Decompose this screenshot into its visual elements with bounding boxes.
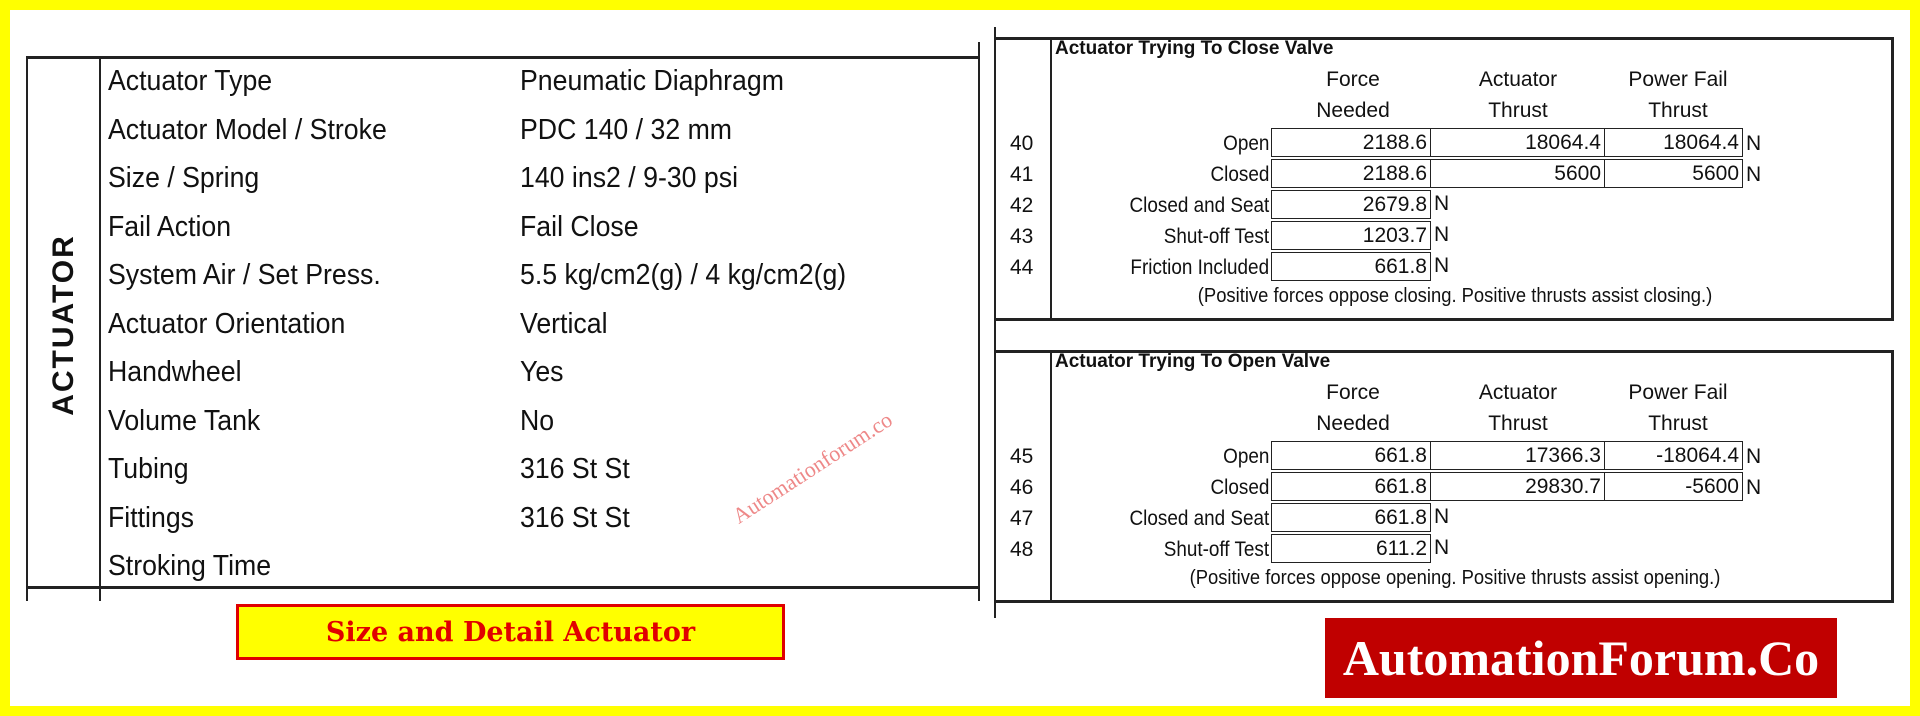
table-bottom-border (995, 318, 1893, 321)
row-number: 41 (1010, 163, 1034, 186)
row-label: Closed (1210, 163, 1269, 186)
column-divider (1050, 350, 1052, 600)
column-header: Thrust (1648, 412, 1708, 435)
caption-banner (236, 604, 785, 660)
table-right-border (978, 42, 980, 601)
row-number: 44 (1010, 256, 1034, 279)
force-needed-cell: 661.8 (1271, 503, 1431, 532)
actuator-thrust-cell: 18064.4 (1430, 128, 1605, 157)
spec-value: Vertical (520, 307, 608, 340)
row-number: 40 (1010, 132, 1034, 155)
unit-label: N (1746, 445, 1762, 468)
table-title: Actuator Trying To Close Valve (1055, 38, 1334, 59)
spec-label: Actuator Type (108, 65, 273, 97)
column-header: Actuator (1478, 68, 1558, 91)
column-divider (99, 56, 101, 601)
logo-text: AutomationForum.Co (1342, 630, 1820, 686)
table-title: Actuator Trying To Open Valve (1055, 351, 1331, 372)
spec-value: 140 ins2 / 9-30 psi (520, 162, 739, 194)
table-bottom-border (995, 600, 1893, 603)
spec-value: 316 St St (520, 453, 630, 485)
spec-label: Volume Tank (108, 404, 261, 437)
column-header: Power Fail (1628, 381, 1728, 404)
section-label: ACTUATOR (47, 234, 80, 416)
actuator-thrust-cell: 29830.7 (1430, 472, 1605, 501)
unit-label: N (1746, 476, 1762, 499)
power-fail-thrust-cell: -5600 (1604, 472, 1743, 501)
column-header: Thrust (1488, 99, 1548, 122)
column-header: Power Fail (1628, 68, 1728, 91)
force-needed-cell: 611.2 (1271, 534, 1431, 563)
spec-label: Tubing (108, 453, 189, 485)
force-needed-cell: 661.8 (1271, 441, 1431, 470)
force-needed-cell: 661.8 (1271, 252, 1431, 281)
power-fail-thrust-cell: 18064.4 (1604, 128, 1743, 157)
unit-label: N (1434, 505, 1450, 528)
row-label: Shut-off Test (1163, 538, 1269, 561)
row-label: Open (1222, 445, 1269, 468)
watermark: Automationforum.co (727, 406, 897, 529)
column-header: Force (1326, 381, 1380, 404)
force-needed-cell: 1203.7 (1271, 221, 1431, 250)
spec-value: No (520, 404, 555, 437)
spec-value: Fail Close (520, 210, 639, 243)
force-needed-cell: 2679.8 (1271, 190, 1431, 219)
row-label: Closed and Seat (1129, 507, 1269, 530)
spec-label: Handwheel (108, 356, 242, 388)
row-label: Closed (1210, 476, 1269, 499)
actuator-thrust-cell: 17366.3 (1430, 441, 1605, 470)
row-label: Closed and Seat (1129, 194, 1269, 217)
row-label: Open (1222, 132, 1269, 155)
row-number: 43 (1010, 225, 1034, 248)
table-top-border (27, 56, 980, 59)
unit-label: N (1434, 223, 1450, 246)
table-right-border (1891, 350, 1894, 603)
column-header: Force (1326, 68, 1380, 91)
column-header: Thrust (1648, 99, 1708, 122)
unit-label: N (1746, 163, 1762, 186)
spec-label: Size / Spring (108, 162, 260, 194)
spec-value: 316 St St (520, 501, 630, 534)
spec-label: Fail Action (108, 210, 232, 243)
force-needed-cell: 2188.6 (1271, 128, 1431, 157)
unit-label: N (1746, 132, 1762, 155)
actuator-thrust-cell: 5600 (1430, 159, 1605, 188)
row-number: 45 (1010, 445, 1034, 468)
spec-label: Actuator Model / Stroke (108, 113, 387, 146)
row-number: 46 (1010, 476, 1034, 499)
table-note: (Positive forces oppose closing. Positive thrusts assist closing.) (1197, 285, 1713, 307)
force-needed-cell: 2188.6 (1271, 159, 1431, 188)
row-number: 48 (1010, 538, 1034, 561)
spec-label: Stroking Time (108, 550, 272, 582)
column-header: Thrust (1488, 412, 1548, 435)
row-label: Friction Included (1130, 256, 1269, 279)
force-needed-cell: 661.8 (1271, 472, 1431, 501)
right-vertical-line (994, 27, 996, 618)
spec-value: PDC 140 / 32 mm (520, 113, 733, 146)
spec-value: Pneumatic Diaphragm (520, 65, 784, 97)
table-left-border (26, 56, 28, 601)
spec-value: Yes (520, 356, 564, 388)
spec-label: Actuator Orientation (108, 307, 346, 340)
column-divider (1050, 37, 1052, 318)
spec-value: 5.5 kg/cm2(g) / 4 kg/cm2(g) (520, 259, 847, 291)
unit-label: N (1434, 536, 1450, 559)
row-number: 42 (1010, 194, 1034, 217)
column-header: Actuator (1478, 381, 1558, 404)
power-fail-thrust-cell: -18064.4 (1604, 441, 1743, 470)
column-header: Needed (1316, 99, 1390, 122)
unit-label: N (1434, 254, 1450, 277)
row-label: Shut-off Test (1163, 225, 1269, 248)
column-header: Needed (1316, 412, 1390, 435)
power-fail-thrust-cell: 5600 (1604, 159, 1743, 188)
caption-text: Size and Detail Actuator (325, 616, 696, 648)
table-note: (Positive forces oppose opening. Positive thrusts assist opening.) (1189, 567, 1721, 589)
unit-label: N (1434, 192, 1450, 215)
brand-logo (1325, 618, 1837, 698)
table-right-border (1891, 37, 1894, 321)
spec-label: System Air / Set Press. (108, 259, 381, 291)
spec-label: Fittings (108, 501, 195, 534)
table-bottom-border (27, 586, 980, 589)
row-number: 47 (1010, 507, 1034, 530)
